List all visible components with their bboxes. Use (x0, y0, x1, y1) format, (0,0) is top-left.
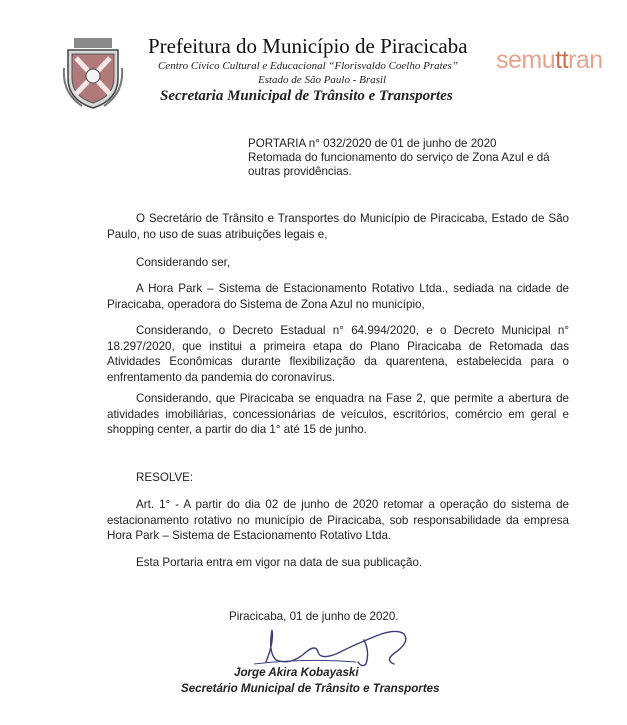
decree-paragraph: Considerando, o Decreto Estadual n° 64.994/2020, e o Decreto Municipal n° 18.297/2020, que institui a primeira etapa do Plano Piracicaba de Retomada das Atividades Econômicas durante flexibilização da quarentena, estabelecida para o enfrentamento da pandemia do coronavírus. (107, 324, 569, 384)
logo-part-2: tt (555, 46, 569, 74)
resolve-heading: RESOLVE: (136, 471, 194, 484)
secretaria-title: Secretaria Municipal de Trânsito e Transportes (160, 88, 453, 104)
effective-clause: Esta Portaria entra em vigor na data de sua publicação. (136, 556, 423, 569)
coat-of-arms-icon (62, 38, 124, 110)
article-1: Art. 1° - A partir do dia 02 de junho de 2020 retomar a operação do sistema de estacionamento rotativo no município de Piracicaba, sob responsabilidade da empresa Hora Park – Sistema de Estacionamento Rotativo Ltda. (107, 498, 569, 542)
intro-paragraph: O Secretário de Trânsito e Transportes do Município de Piracicaba, Estado de São Paulo, no uso de suas atribuições legais e, (107, 212, 569, 241)
phase-2-paragraph: Considerando, que Piracicaba se enquadra na Fase 2, que permite a abertura de atividades imobiliárias, concessionárias de veículos, escritórios, comércio em geral e shopping center, a partir do dia 1° até 15 de junho. (107, 392, 569, 436)
civic-center-subtitle: Centro Cívico Cultural e Educacional “Florisvaldo Coelho Prates” (158, 60, 458, 72)
state-subtitle: Estado de São Paulo - Brasil (258, 74, 387, 86)
portaria-subject: Retomada do funcionamento do serviço de Zona Azul e dá outras providências. (248, 151, 550, 178)
portaria-heading (248, 137, 583, 179)
logo-part-3: ran (568, 46, 603, 74)
place-date: Piracicaba, 01 de junho de 2020. (229, 610, 399, 623)
considerando-ser: Considerando ser, (136, 256, 231, 269)
signer-name: Jorge Akira Kobayaski (234, 666, 359, 679)
logo-part-1: semu (496, 46, 556, 74)
city-title: Prefeitura do Município de Piracicaba (148, 34, 468, 58)
signer-title: Secretário Municipal de Trânsito e Transportes (181, 682, 440, 695)
signature-icon (246, 622, 416, 670)
portaria-number: PORTARIA n° 032/2020 de 01 de junho de 2020 (248, 137, 497, 150)
semuttran-logo (496, 46, 603, 75)
hora-park-paragraph: A Hora Park – Sistema de Estacionamento Rotativo Ltda., sediada na cidade de Piracicaba, operadora do Sistema de Zona Azul no município, (107, 282, 569, 311)
